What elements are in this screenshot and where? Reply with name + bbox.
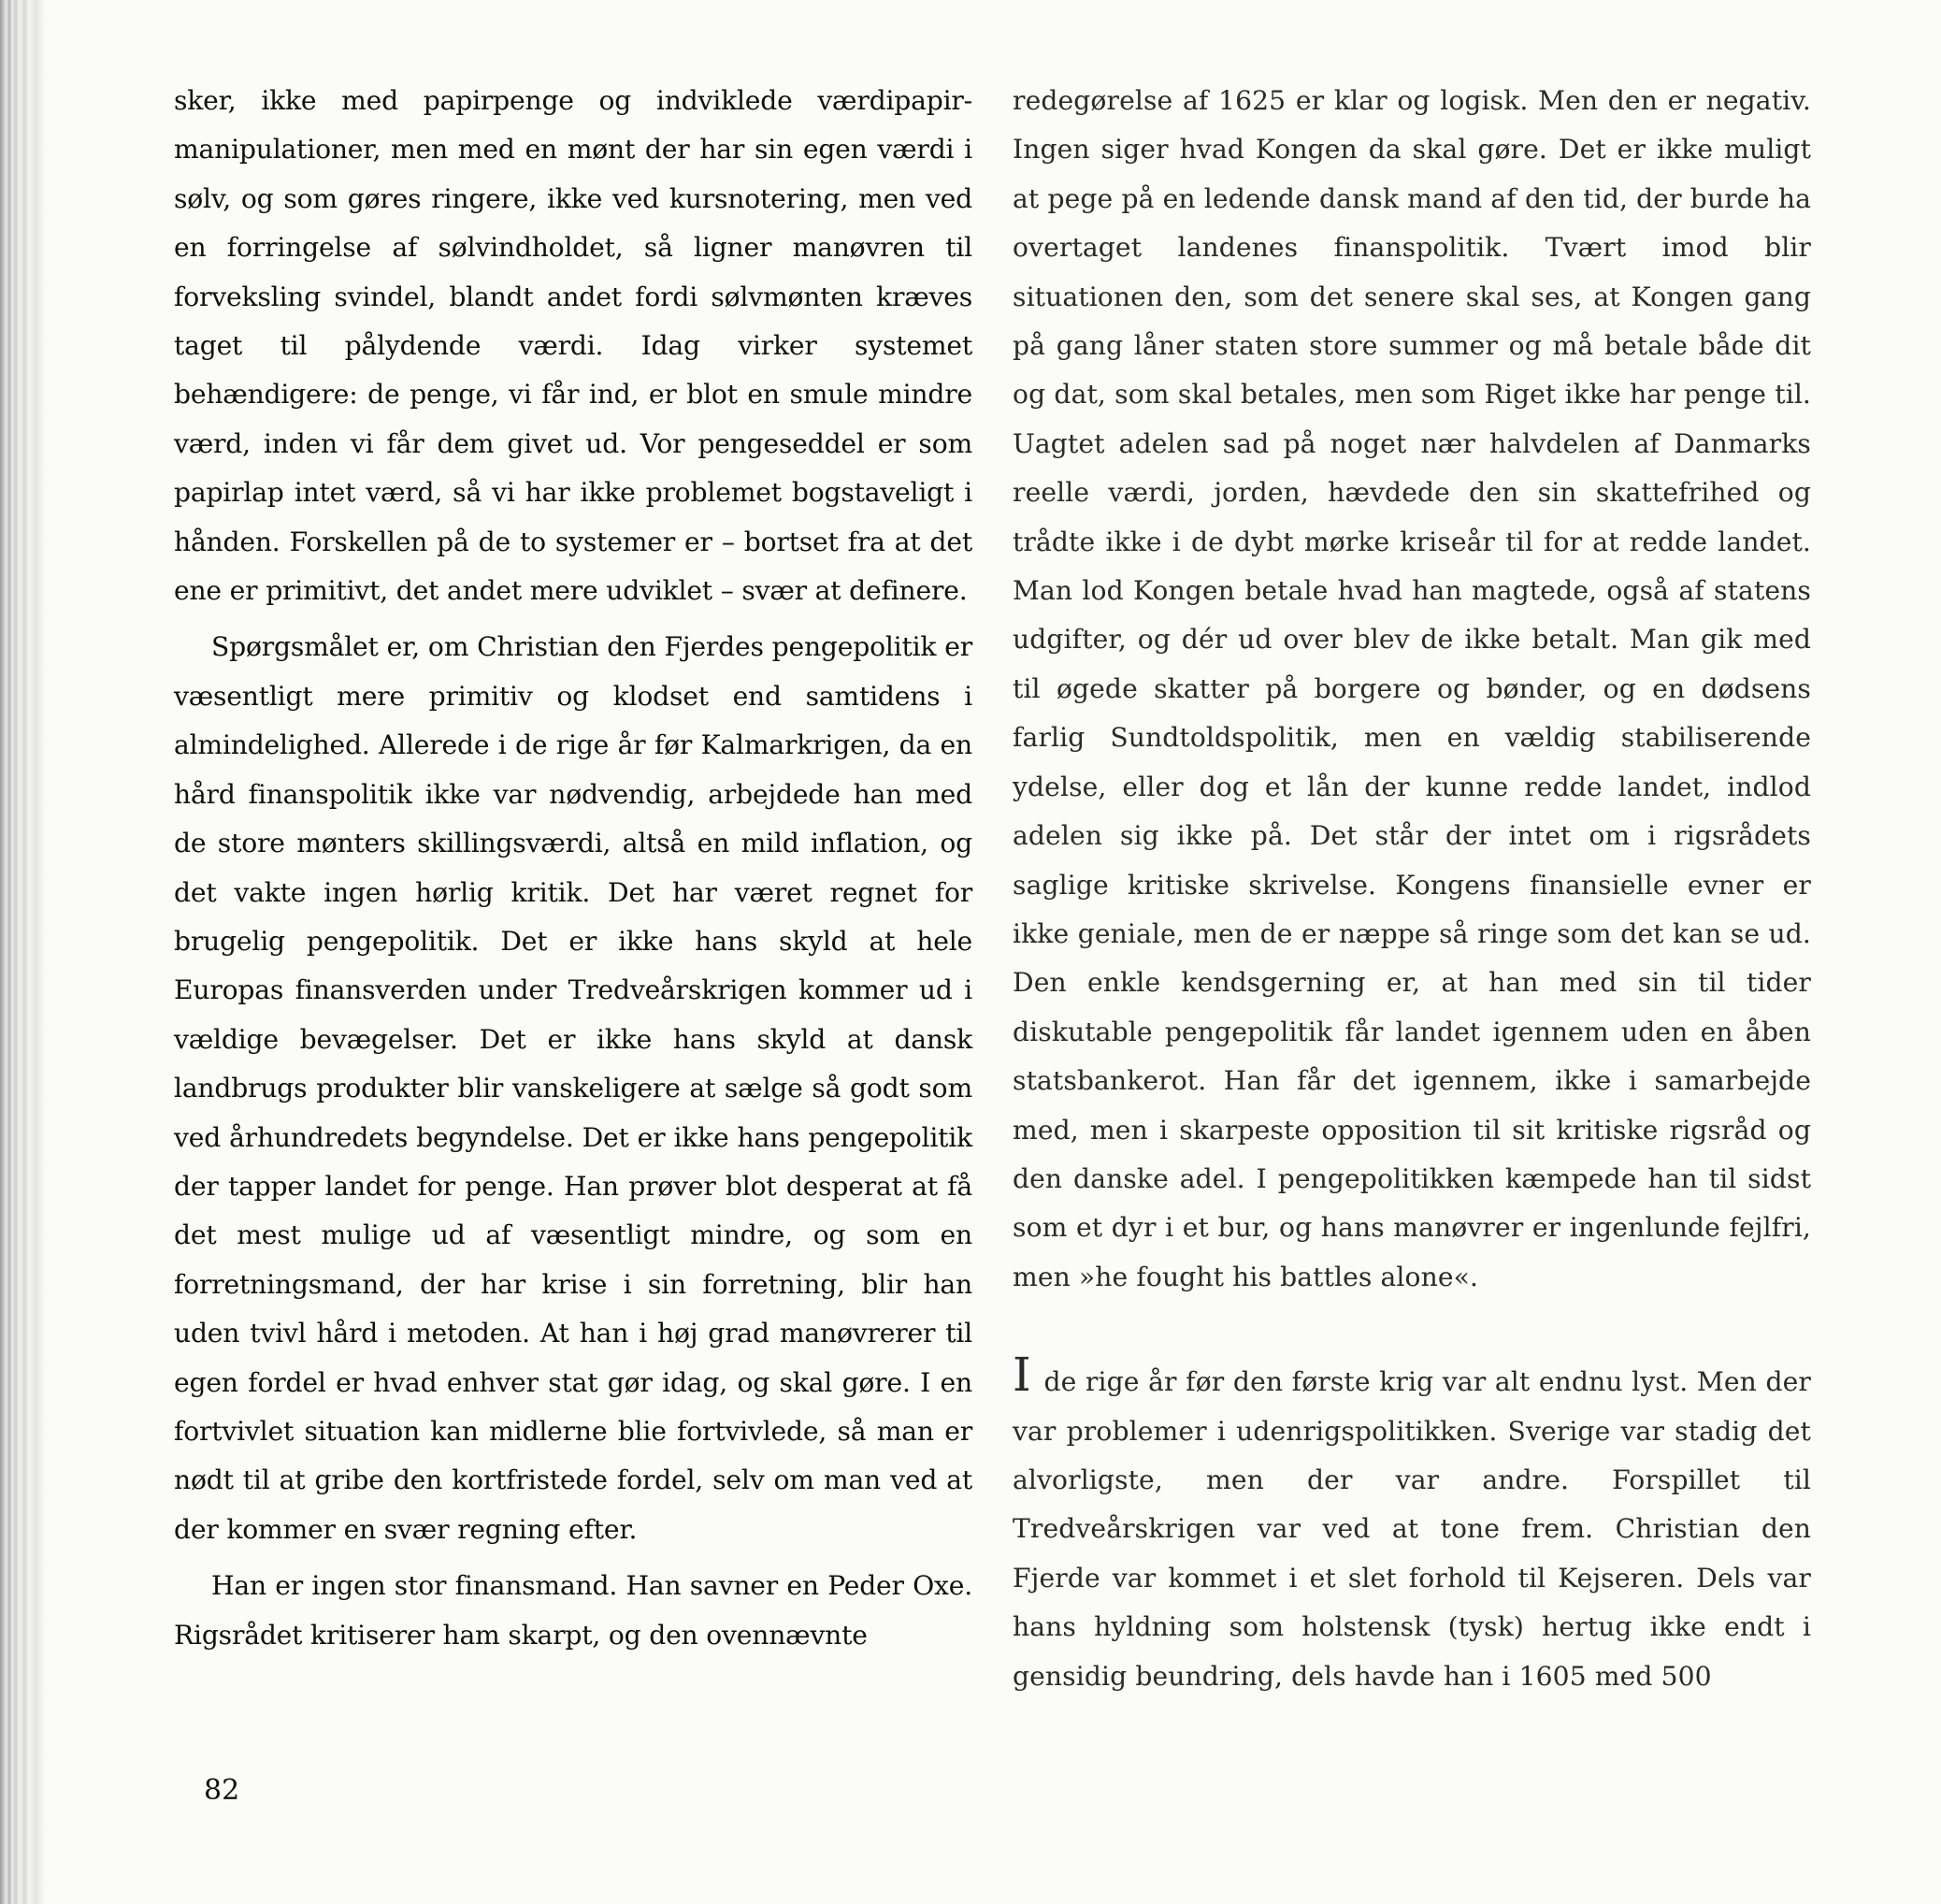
book-page-edge (0, 0, 56, 1904)
paragraph: Han er ingen stor finansmand. Han savner en Peder Oxe. Rigsrådet kritiserer ham skarpt, og den ovennævnte (174, 1570, 972, 1651)
section-text: de rige år før den første krig var alt endnu lyst. Men der var problemer i udenrigspolitikken. Sverige var stadig det alvorligste, men der var andre. Forspillet til Tredveårskrigen var ved at tone frem. Christian den Fjerde var kommet i et slet forhold til Kejseren. Dels var hans hyldning som holstensk (tysk) hertug ikke endt i gensidig beundring, dels havde han i 1605 med 500 (1013, 1366, 1811, 1692)
paragraph: sker, ikke med papirpenge og indviklede værdipapir-manipulationer, men med en mønt der har sin egen værdi i sølv, og som gøres ringere, ikke ved kursnotering, men ved en forringelse af sølvindholdet, så ligner manøvren til forveksling svindel, blandt andet fordi sølvmønten kræves taget til pålydende værdi. Idag virker systemet behændigere: de penge, vi får ind, er blot en smule mindre værd, inden vi får dem givet ud. Vor pengeseddel er som papirlap intet værd, så vi har ikke problemet bogstaveligt i hånden. Forskellen på de to systemer er – bortset fra at det ene er primitivt, det andet mere udviklet – svær at definere. (174, 85, 972, 607)
paragraph: redegørelse af 1625 er klar og logisk. Men den er negativ. Ingen siger hvad Kongen da skal gøre. Det er ikke muligt at pege på en ledende dansk mand af den tid, der burde ha overtaget landenes finanspolitik. Tvært imod blir situationen den, som det senere skal ses, at Kongen gang på gang låner staten store summer og må betale både dit og dat, som skal betales, men som Riget ikke har penge til. Uagtet adelen sad på noget nær halvdelen af Danmarks reelle værdi, jorden, hævdede den sin skattefrihed og trådte ikke i de dybt mørke kriseår til for at redde landet. Man lod Kongen betale hvad han magtede, også af statens udgifter, og dér ud over blev de ikke betalt. Man gik med til øgede skatter på borgere og bønder, og en dødsens farlig Sundtoldspolitik, men en vældig stabiliserende ydelse, eller dog et lån der kunne redde landet, indlod adelen sig ikke på. Det står der intet om i rigsrådets saglige kritiske skrivelse. Kongens finansielle evner er ikke geniale, men de er næppe så ringe som det kan se ud. Den enkle kendsgerning er, at han med sin til tider diskutable pengepolitik får landet igennem uden en åben statsbankerot. Han får det igennem, ikke i samarbejde med, men i skarpeste opposition til sit kritiske rigsråd og den danske adel. I pengepolitikken kæmpede han til sidst som et dyr i et bur, og hans manøvrer er ingenlunde fejlfri, men »he fought his battles alone«. (1013, 85, 1811, 1292)
left-text-column (174, 77, 972, 1660)
right-text-column (1013, 77, 1811, 1701)
drop-cap: I (1013, 1348, 1031, 1403)
page-number: 82 (204, 1774, 240, 1807)
paragraph: Spørgsmålet er, om Christian den Fjerdes pengepolitik er væsentligt mere primitiv og klodset end samtidens i almindelighed. Allerede i de rige år før Kalmarkrigen, da en hård finanspolitik ikke var nødvendig, arbejdede han med de store mønters skillingsværdi, altså en mild inflation, og det vakte ingen hørlig kritik. Det har været regnet for brugelig pengepolitik. Det er ikke hans skyld at hele Europas finansverden under Tredveårskrigen kommer ud i vældige bevægelser. Det er ikke hans skyld at dansk landbrugs produkter blir vanskeligere at sælge så godt som ved århundredets begyndelse. Det er ikke hans pengepolitik der tapper landet for penge. Han prøver blot desperat at få det mest mulige ud af væsentligt mindre, og som en forretningsmand, der har krise i sin forretning, blir han uden tvivl hård i metoden. At han i høj grad manøvrerer til egen fordel er hvad enhver stat gør idag, og skal gøre. I en fortvivlet situation kan midlerne blie fortvivlede, så man er nødt til at gribe den kortfristede fordel, selv om man ved at der kommer en svær regning efter. (174, 631, 972, 1545)
section-paragraph (1013, 1348, 1811, 1701)
